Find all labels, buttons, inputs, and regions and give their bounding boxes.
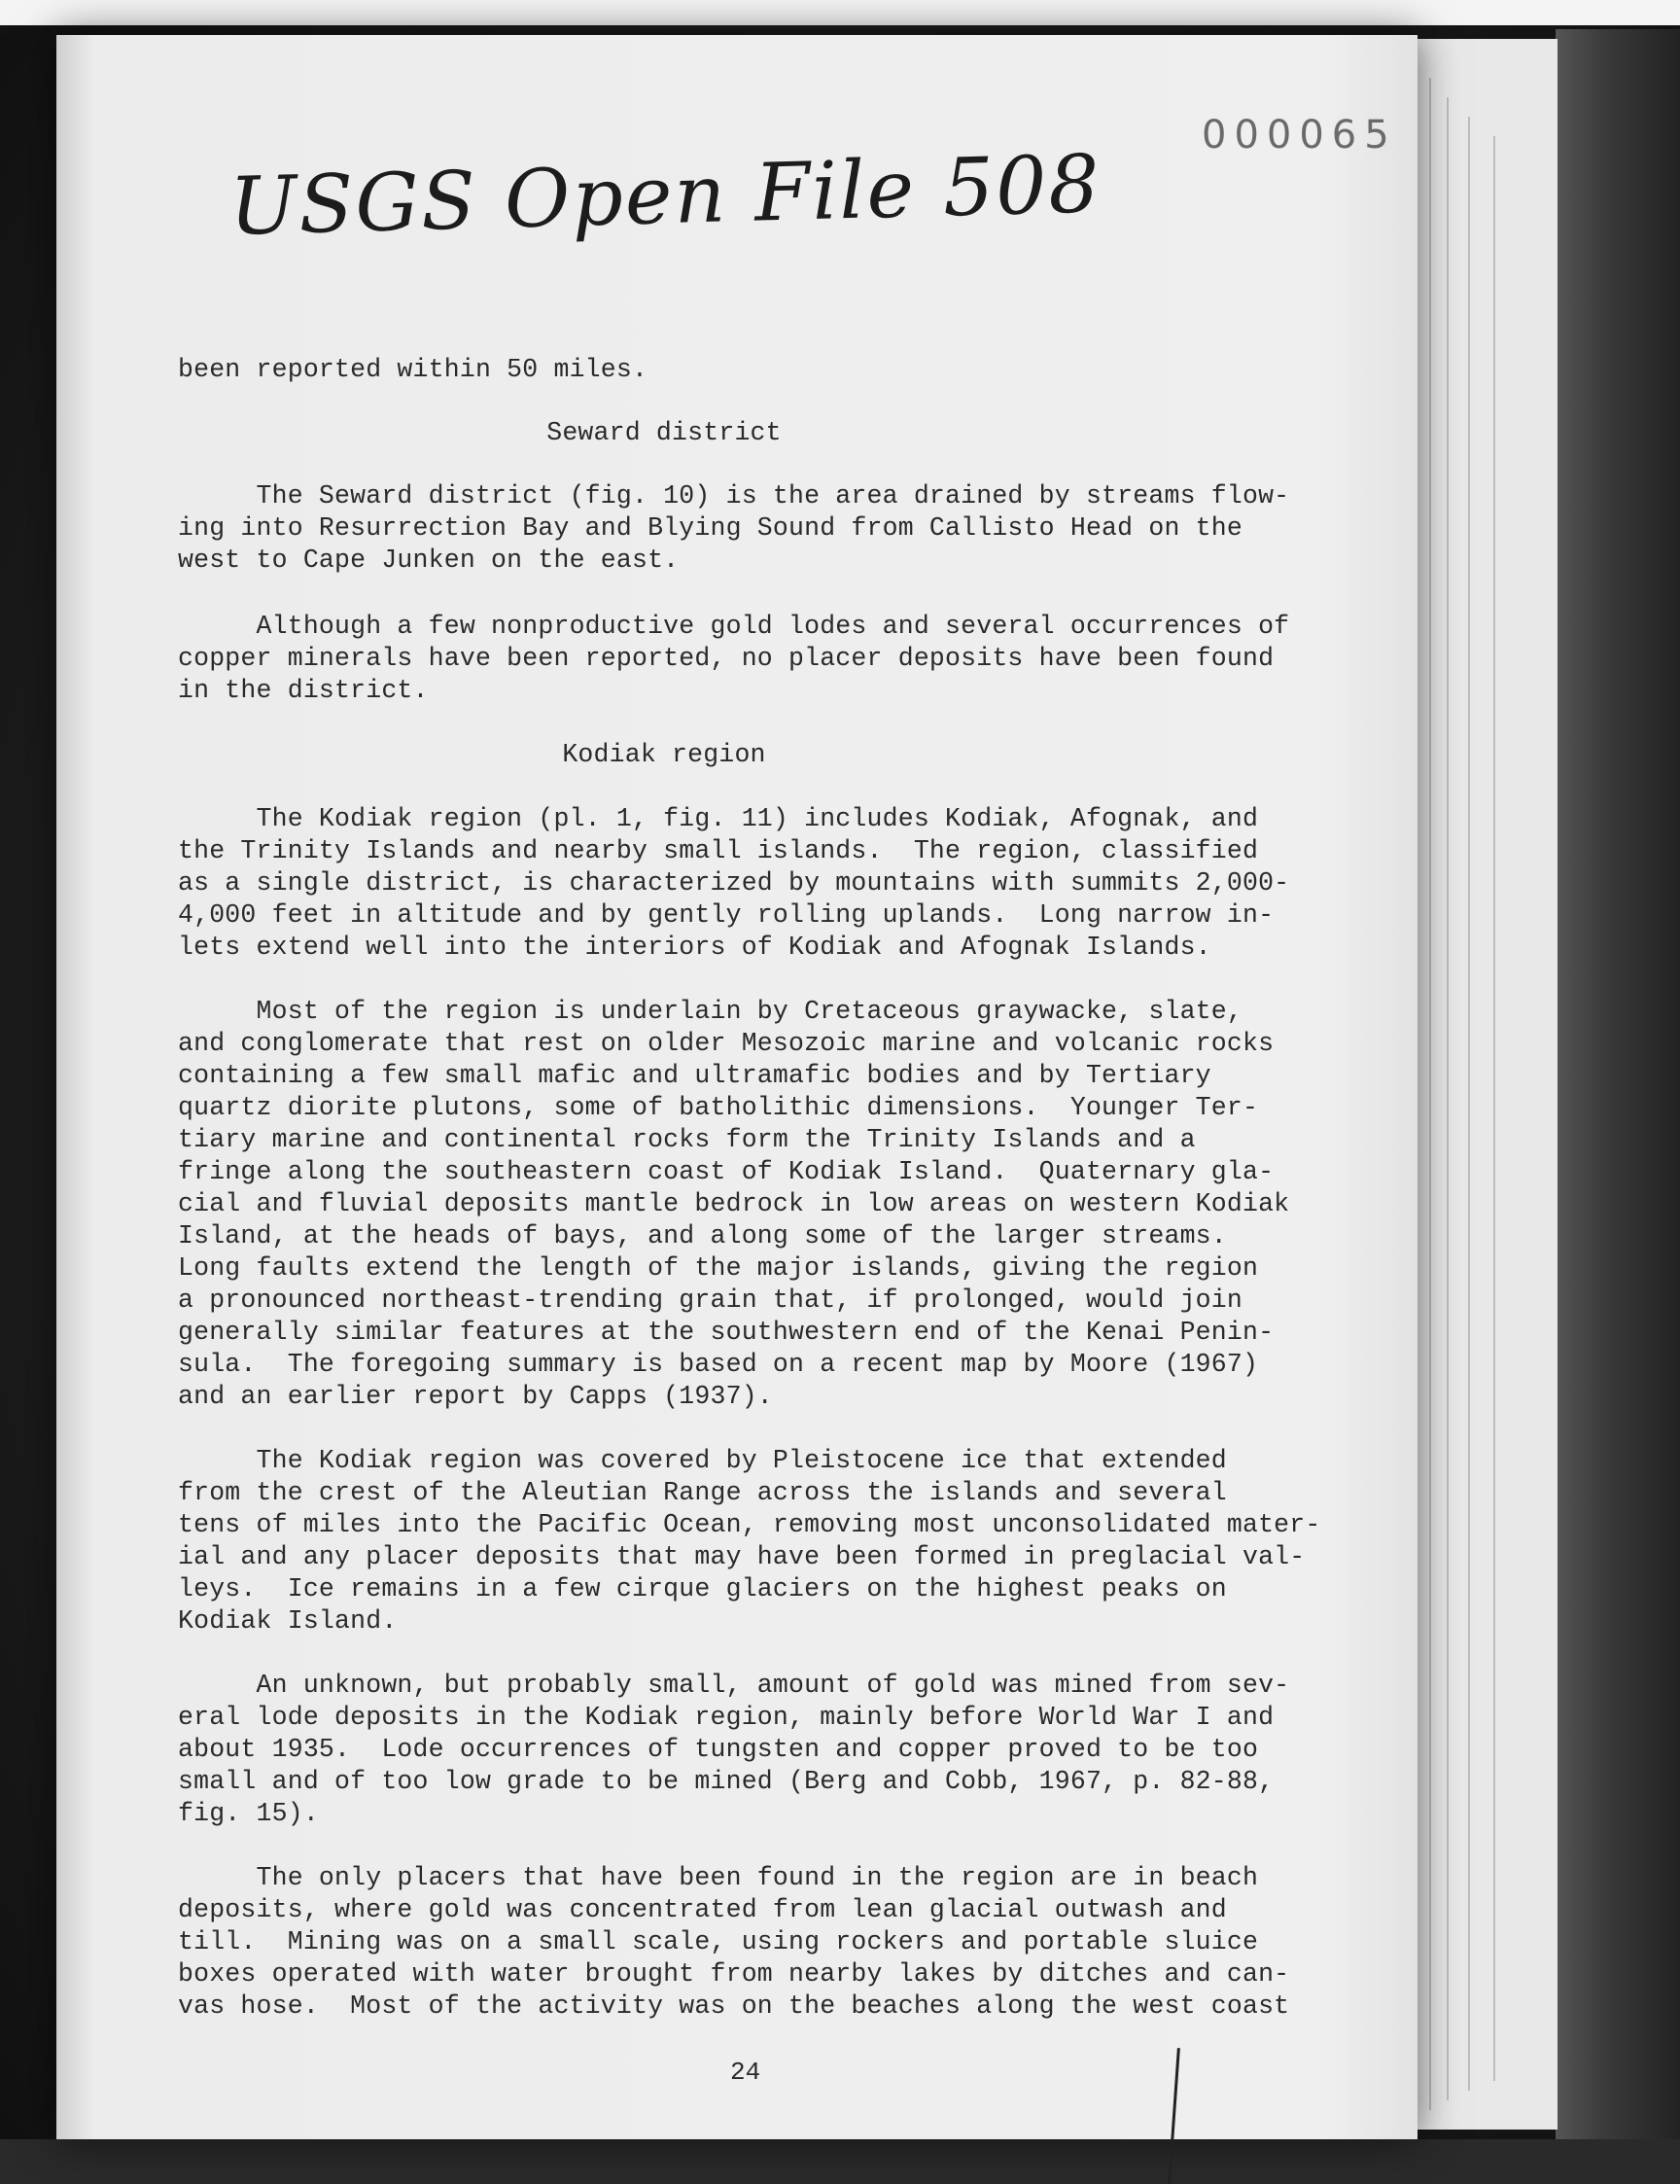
text-line: Most of the region is underlain by Cretaceous graywacke, slate, [178, 997, 1242, 1026]
text-line: as a single district, is characterized by mountains with summits 2,000- [178, 868, 1290, 898]
text-line: in the district. [178, 676, 429, 705]
text-line: leys. Ice remains in a few cirque glaciers on the highest peaks on [178, 1574, 1227, 1603]
text-line: The Seward district (fig. 10) is the area drained by streams flow- [178, 481, 1290, 511]
text-line: sula. The foregoing summary is based on a recent map by Moore (1967) [178, 1350, 1259, 1379]
text-line: ing into Resurrection Bay and Blying Sound from Callisto Head on the [178, 513, 1242, 543]
text-line: containing a few small mafic and ultramafic bodies and by Tertiary [178, 1061, 1211, 1090]
page-folio: 24 [730, 2058, 761, 2087]
text-line: from the crest of the Aleutian Range across the islands and several [178, 1478, 1227, 1507]
scan-top-strip [0, 0, 1680, 25]
text-line: ial and any placer deposits that may have been formed in preglacial val- [178, 1542, 1306, 1571]
text-line: a pronounced northeast-trending grain that, if prolonged, would join [178, 1286, 1242, 1315]
text-line: boxes operated with water brought from nearby lakes by ditches and can- [178, 1959, 1290, 1989]
text-line: fig. 15). [178, 1799, 319, 1828]
section-heading-kodiak: Kodiak region [562, 740, 766, 769]
text-line: tiary marine and continental rocks form the Trinity Islands and a [178, 1125, 1196, 1154]
text-line: and conglomerate that rest on older Mesozoic marine and volcanic rocks [178, 1029, 1275, 1058]
text-line: cial and fluvial deposits mantle bedrock in low areas on western Kodiak [178, 1189, 1290, 1218]
book-edge-shadow [1556, 29, 1680, 2139]
text-line: lets extend well into the interiors of Kodiak and Afognak Islands. [178, 933, 1211, 962]
text-line: west to Cape Junken on the east. [178, 546, 680, 575]
text-line: Island, at the heads of bays, and along some of the larger streams. [178, 1221, 1227, 1251]
text-line: and an earlier report by Capps (1937). [178, 1382, 773, 1411]
section-heading-seward: Seward district [546, 418, 782, 447]
text-line: fringe along the southeastern coast of Kodiak Island. Quaternary gla- [178, 1157, 1275, 1186]
text-line: deposits, where gold was concentrated from lean glacial outwash and [178, 1895, 1227, 1924]
stamp-number: 000065 [1202, 113, 1397, 158]
text-line: quartz diorite plutons, some of batholithic dimensions. Younger Ter- [178, 1093, 1259, 1122]
handwritten-title: USGS Open File 508 [228, 138, 1102, 254]
text-line: The only placers that have been found in the region are in beach [178, 1863, 1259, 1892]
text-line: copper minerals have been reported, no placer deposits have been found [178, 644, 1275, 673]
page-edge [1493, 136, 1550, 2081]
text-line: generally similar features at the southwestern end of the Kenai Penin- [178, 1318, 1275, 1347]
text-line: eral lode deposits in the Kodiak region, mainly before World War I and [178, 1703, 1275, 1732]
text-line: An unknown, but probably small, amount of gold was mined from sev- [178, 1671, 1290, 1700]
text-line: 4,000 feet in altitude and by gently rolling uplands. Long narrow in- [178, 900, 1275, 930]
text-line: till. Mining was on a small scale, using rockers and portable sluice [178, 1927, 1259, 1956]
text-line: Long faults extend the length of the major islands, giving the region [178, 1253, 1259, 1283]
text-line: the Trinity Islands and nearby small islands. The region, classified [178, 836, 1259, 865]
text-line: been reported within 50 miles. [178, 355, 648, 384]
text-line: Kodiak Island. [178, 1606, 398, 1636]
stacked-page-edges [1400, 39, 1565, 2130]
text-line: Although a few nonproductive gold lodes and several occurrences of [178, 612, 1290, 641]
text-line: about 1935. Lode occurrences of tungsten and copper proved to be too [178, 1735, 1259, 1764]
document-page [56, 35, 1418, 2139]
text-line: tens of miles into the Pacific Ocean, removing most unconsolidated mater- [178, 1510, 1321, 1539]
pen-mark [1168, 2048, 1180, 2184]
text-line: small and of too low grade to be mined (Berg and Cobb, 1967, p. 82-88, [178, 1767, 1275, 1796]
text-line: The Kodiak region was covered by Pleistocene ice that extended [178, 1446, 1227, 1475]
text-line: vas hose. Most of the activity was on the beaches along the west coast [178, 1991, 1290, 2021]
text-line: The Kodiak region (pl. 1, fig. 11) includes Kodiak, Afognak, and [178, 804, 1259, 833]
